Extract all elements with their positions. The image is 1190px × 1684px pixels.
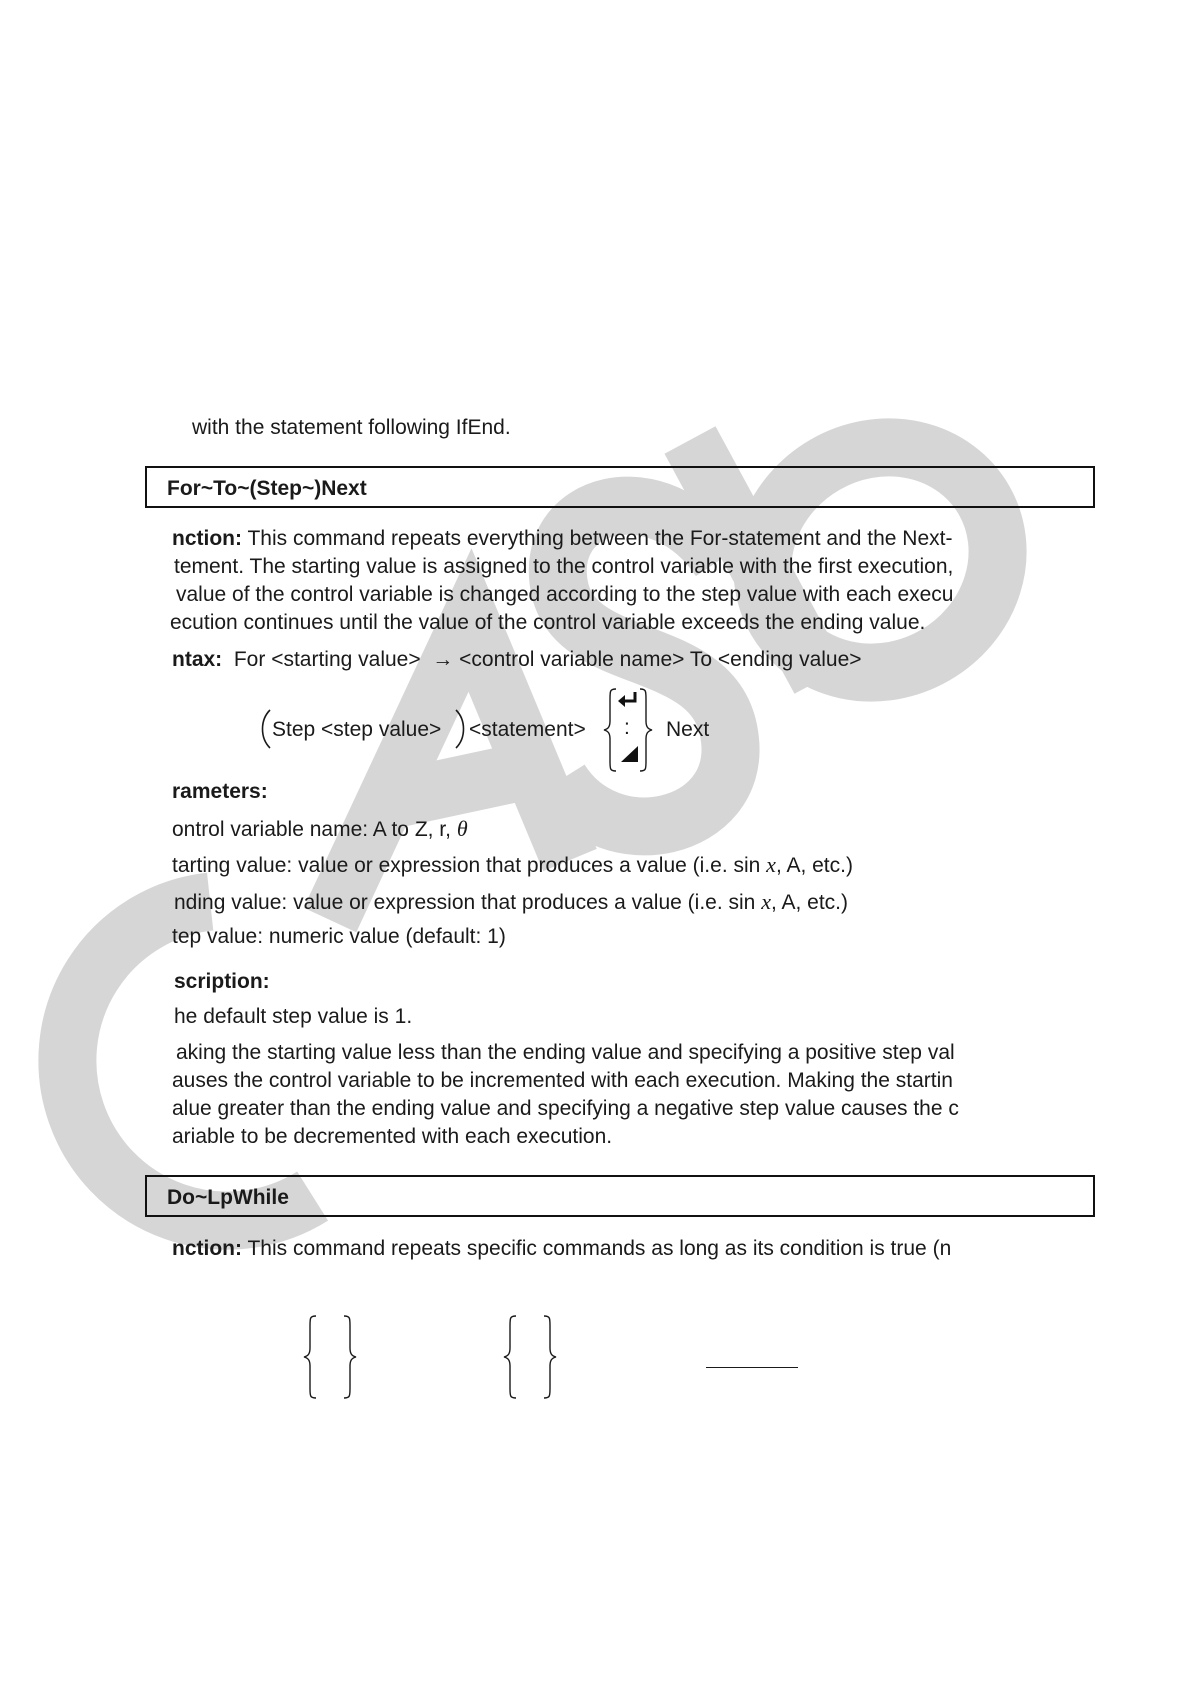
param-control-text: ontrol variable name: A to Z, r, <box>172 818 457 841</box>
for-function-line-3: value of the control variable is changed according to the step value with each execu <box>176 583 954 606</box>
for-syntax-start: For <starting value> <box>233 648 421 671</box>
for-section-header <box>145 466 1095 508</box>
for-function-line-2: tement. The starting value is assigned to the control variable with the first execution, <box>174 555 954 578</box>
statement-text: <statement> <box>469 718 586 741</box>
parameters-label-text: rameters: <box>172 780 268 803</box>
description-line-2: aking the starting value less than the ending value and specifying a positive step val <box>176 1041 955 1064</box>
for-section-title: For~To~(Step~)Next <box>167 477 367 500</box>
do-section-header <box>145 1175 1095 1217</box>
step-text: Step <step value> <box>272 718 442 741</box>
param-ending-line <box>174 889 848 915</box>
for-function-line-1 <box>172 527 952 551</box>
underline-rule <box>706 1367 798 1368</box>
for-syntax-line <box>172 648 862 672</box>
for-parameters-label <box>172 780 268 804</box>
for-description-label <box>174 970 270 994</box>
return-icon <box>616 690 640 710</box>
param-control-line <box>172 816 468 842</box>
intro-line: with the statement following IfEnd. <box>192 416 511 439</box>
param-ending-tail: , A, etc.) <box>770 891 848 914</box>
x-variable: x <box>761 889 771 914</box>
for-function-label: nction: <box>172 527 242 550</box>
param-ending-text: nding value: value or expression that produces a value (i.e. sin <box>174 891 762 914</box>
display-triangle-icon <box>618 744 640 764</box>
param-starting-text: tarting value: value or expression that produces a value (i.e. sin <box>172 854 767 877</box>
do-function-label: nction: <box>172 1237 242 1260</box>
right-paren <box>452 708 468 750</box>
for-function-line-4: ecution continues until the value of the control variable exceeds the ending value. <box>170 611 926 634</box>
description-line-3: auses the control variable to be incremented with each execution. Making the startin <box>172 1069 953 1092</box>
arrow-icon: → <box>432 648 454 671</box>
brace-pair-1 <box>300 1314 362 1400</box>
description-label-text: scription: <box>174 970 270 993</box>
do-section-title: Do~LpWhile <box>167 1186 289 1209</box>
theta-symbol: θ <box>456 816 468 841</box>
description-line-1: he default step value is 1. <box>174 1005 413 1028</box>
for-function-text-1: This command repeats everything between the For-statement and the Next- <box>241 527 953 550</box>
for-syntax-label: ntax: <box>172 648 223 671</box>
do-function-text: This command repeats specific commands as long as its condition is true (n <box>241 1237 952 1260</box>
x-variable: x <box>766 852 776 877</box>
for-syntax-rest: <control variable name> To <ending value> <box>459 648 862 671</box>
description-line-4: alue greater than the ending value and specifying a negative step value causes the c <box>172 1097 959 1120</box>
param-starting-line <box>172 852 853 878</box>
param-step-line: tep value: numeric value (default: 1) <box>172 925 506 948</box>
brace-pair-2 <box>500 1314 562 1400</box>
description-line-5: ariable to be decremented with each execution. <box>172 1125 613 1148</box>
do-function-line <box>172 1237 951 1261</box>
param-starting-tail: , A, etc.) <box>775 854 853 877</box>
colon-symbol: : <box>624 716 630 739</box>
next-text: Next <box>666 718 710 741</box>
